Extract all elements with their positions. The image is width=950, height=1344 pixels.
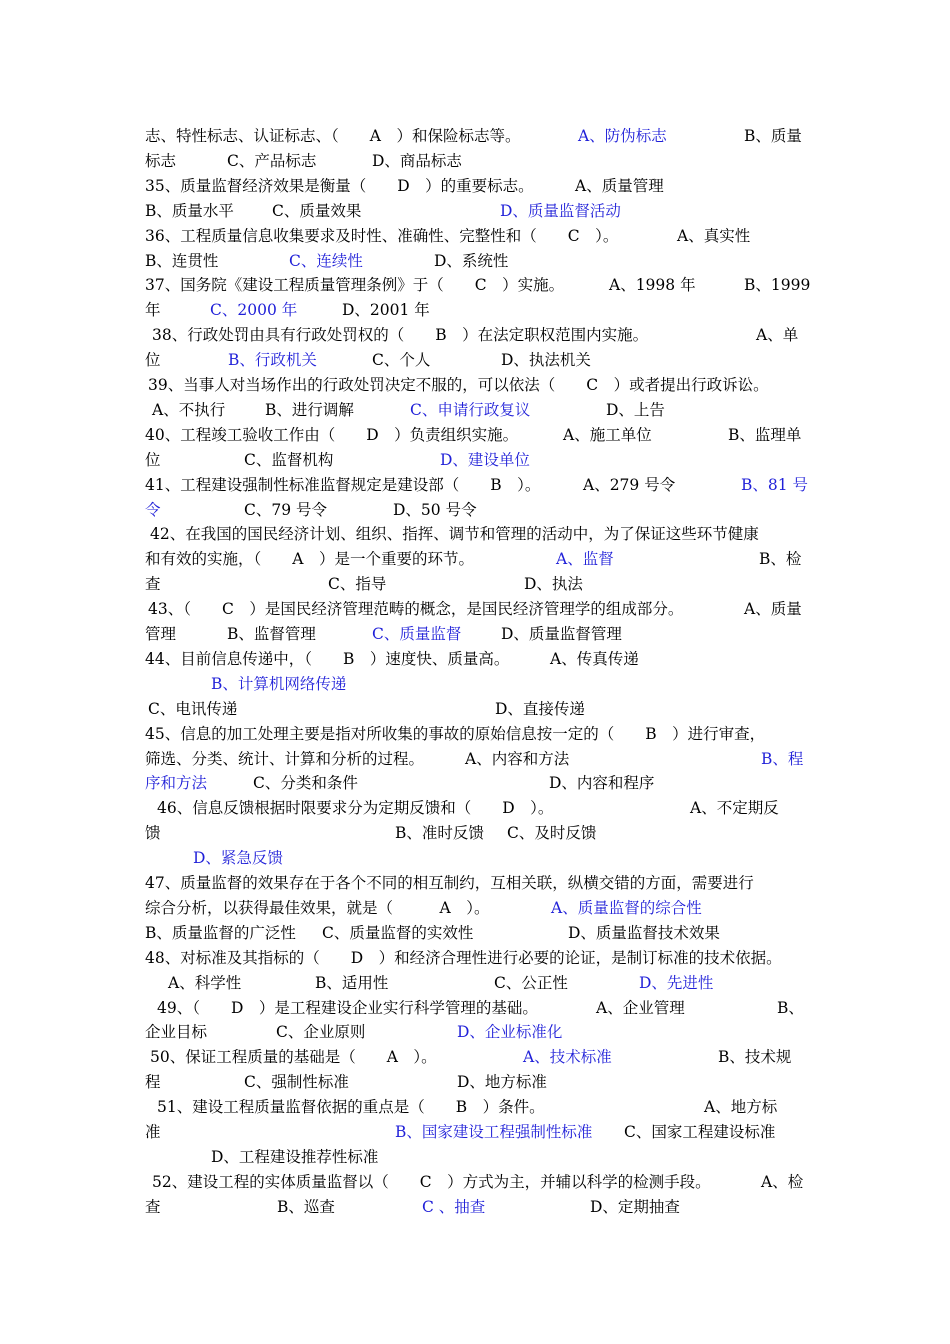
text-segment: 管理 <box>145 625 177 643</box>
text-segment: 志、特性标志、认证标志、（ A ）和保险标志等。 <box>145 127 521 145</box>
text-line <box>0 373 950 398</box>
text-line <box>0 722 950 747</box>
correct-answer-option: A、监督 <box>556 550 614 569</box>
text-line <box>0 498 950 523</box>
text-line <box>0 473 950 498</box>
text-segment: 企业目标 <box>145 1023 208 1042</box>
text-segment: B、监督管理 <box>227 625 316 643</box>
correct-answer-option: A、技术标准 <box>523 1048 612 1067</box>
text-line <box>0 946 950 971</box>
text-line <box>0 522 950 547</box>
text-segment: 位 <box>145 450 161 469</box>
text-line <box>0 821 950 846</box>
text-segment: 综合分析，以获得最佳效果，就是（ A ）。 <box>145 898 490 917</box>
correct-answer-option: B、计算机网络传递 <box>211 674 347 693</box>
correct-answer-option: D、质量监督活动 <box>500 201 621 220</box>
text-segment: C、分类和条件 <box>253 774 358 793</box>
text-line <box>0 398 950 423</box>
text-segment: C、质量效果 <box>272 201 362 220</box>
text-line <box>0 547 950 572</box>
text-line <box>0 1095 950 1120</box>
text-line <box>0 896 950 921</box>
text-segment: A、检 <box>761 1172 804 1191</box>
text-segment: A、1998 年 <box>609 276 696 295</box>
text-segment: D、质量监督管理 <box>501 625 622 643</box>
text-line <box>0 1145 950 1170</box>
text-line <box>0 224 950 249</box>
text-segment: 36、工程质量信息收集要求及时性、准确性、完整性和（ C ）。 <box>145 226 619 245</box>
text-segment: A、传真传递 <box>550 649 639 668</box>
correct-answer-option: A、防伪标志 <box>578 127 667 145</box>
text-segment: D、定期抽查 <box>590 1197 680 1216</box>
correct-answer-option: D、企业标准化 <box>457 1023 563 1042</box>
text-segment: C、个人 <box>372 351 431 370</box>
text-segment: D、执法 <box>524 575 583 594</box>
text-segment: 51、建设工程质量监督依据的重点是（ B ）条件。 <box>157 1098 545 1117</box>
text-line <box>0 796 950 821</box>
correct-answer-option: D、先进性 <box>639 973 714 992</box>
correct-answer-option: 令 <box>145 500 161 519</box>
text-segment: A、施工单位 <box>563 425 652 444</box>
text-line <box>0 846 950 871</box>
text-segment: 年 <box>145 301 161 320</box>
text-segment: 43、（ C ）是国民经济管理范畴的概念，是国民经济管理学的组成部分。 <box>148 600 684 619</box>
text-line <box>0 1195 950 1220</box>
text-line <box>0 298 950 323</box>
text-segment: B、连贯性 <box>145 251 219 270</box>
text-line <box>0 249 950 274</box>
text-segment: 38、行政处罚由具有行政处罚权的（ B ）在法定职权范围内实施。 <box>152 326 649 345</box>
text-line <box>0 174 950 199</box>
correct-answer-option: 序和方法 <box>145 774 208 793</box>
text-segment: B、监理单 <box>728 425 802 444</box>
text-line <box>0 273 950 298</box>
text-segment: D、系统性 <box>434 251 509 270</box>
text-segment: A、内容和方法 <box>465 749 570 768</box>
correct-answer-option: C、质量监督 <box>372 625 462 643</box>
text-line <box>0 871 950 896</box>
text-line <box>0 771 950 796</box>
text-segment: 37、国务院《建设工程质量管理条例》于（ C ）实施。 <box>145 276 565 295</box>
correct-answer-option: C、申请行政复议 <box>410 400 531 419</box>
text-segment: 46、信息反馈根据时限要求分为定期反馈和（ D ）。 <box>157 799 554 818</box>
text-line <box>0 622 950 647</box>
text-line <box>0 921 950 946</box>
text-segment: 48、对标准及其指标的（ D ）和经济合理性进行必要的论证，是制订标准的技术依据。 <box>145 948 782 967</box>
text-line <box>0 672 950 697</box>
text-segment: 40、工程竣工验收工作由（ D ）负责组织实施。 <box>145 425 519 444</box>
text-segment: 查 <box>145 575 161 594</box>
text-segment: B、适用性 <box>315 973 389 992</box>
text-segment: B、质量监督的广泛性 <box>145 923 296 942</box>
text-segment: 45、信息的加工处理主要是指对所收集的事故的原始信息按一定的（ B ）进行审查， <box>145 724 766 743</box>
text-segment: 标志 <box>145 151 177 170</box>
text-segment: A、质量 <box>744 600 802 619</box>
text-segment: A、不定期反 <box>690 799 779 818</box>
correct-answer-option: B、81 号 <box>741 475 809 494</box>
text-segment: 和有效的实施，（ A ）是一个重要的环节。 <box>145 550 474 569</box>
text-segment: B、进行调解 <box>265 400 354 419</box>
text-segment: C、质量监督的实效性 <box>322 923 474 942</box>
text-line <box>0 1020 950 1045</box>
text-segment: B、1999 <box>744 276 811 295</box>
text-line <box>0 149 950 174</box>
text-segment: C、强制性标准 <box>244 1073 349 1092</box>
text-segment: A、279 号令 <box>583 475 676 494</box>
text-segment: C、产品标志 <box>227 151 317 170</box>
text-segment: 位 <box>145 351 161 370</box>
text-line <box>0 348 950 373</box>
text-segment: D、2001 年 <box>342 301 430 320</box>
text-segment: D、上告 <box>606 400 665 419</box>
text-segment: 查 <box>145 1197 161 1216</box>
text-segment: C、监督机构 <box>244 450 334 469</box>
text-segment: 41、工程建设强制性标准监督规定是建设部（ B ）。 <box>145 475 541 494</box>
text-line <box>0 1045 950 1070</box>
text-segment: A、科学性 <box>168 973 242 992</box>
text-line <box>0 1070 950 1095</box>
text-line <box>0 647 950 672</box>
text-line <box>0 124 950 149</box>
text-segment: 39、当事人对当场作出的行政处罚决定不服的，可以依法（ C ）或者提出行政诉讼。 <box>148 376 769 394</box>
text-line <box>0 199 950 224</box>
correct-answer-option: B、国家建设工程强制性标准 <box>395 1123 593 1141</box>
text-line <box>0 1170 950 1195</box>
text-segment: C、及时反馈 <box>507 824 597 843</box>
correct-answer-option: B、行政机关 <box>228 351 317 370</box>
correct-answer-option: C、连续性 <box>289 251 363 270</box>
correct-answer-option: C、2000 年 <box>210 301 298 320</box>
text-line <box>0 996 950 1021</box>
text-segment: 52、建设工程的实体质量监督以（ C ）方式为主，并辅以科学的检测手段。 <box>152 1172 711 1191</box>
correct-answer-option: D、建设单位 <box>440 450 530 469</box>
text-segment: C、指导 <box>328 575 387 594</box>
text-line <box>0 747 950 772</box>
text-line <box>0 423 950 448</box>
text-segment: A、质量管理 <box>575 176 664 195</box>
correct-answer-option: C 、抽查 <box>422 1197 486 1216</box>
text-line <box>0 697 950 722</box>
text-segment: D、内容和程序 <box>549 774 655 793</box>
text-segment: A、企业管理 <box>596 998 685 1017</box>
text-segment: A、真实性 <box>677 226 751 245</box>
text-segment: A、地方标 <box>704 1098 778 1117</box>
correct-answer-option: B、程 <box>761 749 804 768</box>
text-segment: 准 <box>145 1123 161 1141</box>
text-segment: 44、目前信息传递中，（ B ）速度快、质量高。 <box>145 649 510 668</box>
text-segment: D、质量监督技术效果 <box>568 923 720 942</box>
text-segment: 49、（ D ）是工程建设企业实行科学管理的基础。 <box>157 998 538 1017</box>
text-line <box>0 572 950 597</box>
text-segment: B、检 <box>759 550 802 569</box>
text-segment: 馈 <box>145 824 161 843</box>
text-segment: B、质量 <box>744 127 802 145</box>
text-segment: 程 <box>145 1073 161 1092</box>
text-segment: A、不执行 <box>152 400 226 419</box>
text-segment: D、直接传递 <box>495 699 585 718</box>
text-line <box>0 323 950 348</box>
text-segment: C、79 号令 <box>244 500 328 519</box>
text-segment: D、地方标准 <box>457 1073 547 1092</box>
text-segment: D、50 号令 <box>393 500 477 519</box>
text-segment: 35、质量监督经济效果是衡量（ D ）的重要标志。 <box>145 176 534 195</box>
text-segment: B、技术规 <box>718 1048 792 1067</box>
text-segment: 47、质量监督的效果存在于各个不同的相互制约，互相关联，纵横交错的方面，需要进行 <box>145 874 754 892</box>
text-segment: 42、在我国的国民经济计划、组织、指挥、调节和管理的活动中，为了保证这些环节健康 <box>150 525 759 544</box>
text-segment: B、 <box>777 998 804 1017</box>
correct-answer-option: A、质量监督的综合性 <box>551 898 702 917</box>
text-segment: B、准时反馈 <box>395 824 484 843</box>
text-segment: B、巡查 <box>277 1197 335 1216</box>
text-line <box>0 597 950 622</box>
text-segment: C、公正性 <box>494 973 568 992</box>
text-segment: D、工程建设推荐性标准 <box>211 1147 379 1166</box>
text-line <box>0 971 950 996</box>
text-segment: C、电讯传递 <box>148 699 238 718</box>
text-segment: A、单 <box>756 326 799 345</box>
text-segment: D、执法机关 <box>501 351 591 370</box>
text-segment: C、国家工程建设标准 <box>624 1123 776 1141</box>
text-line <box>0 448 950 473</box>
text-line <box>0 1120 950 1145</box>
text-segment: 50、保证工程质量的基础是（ A ）。 <box>150 1048 437 1067</box>
text-segment: C、企业原则 <box>276 1023 366 1042</box>
correct-answer-option: D、紧急反馈 <box>193 849 283 868</box>
text-segment: 筛选、分类、统计、计算和分析的过程。 <box>145 749 425 768</box>
text-segment: B、质量水平 <box>145 201 234 220</box>
text-segment: D、商品标志 <box>372 151 462 170</box>
